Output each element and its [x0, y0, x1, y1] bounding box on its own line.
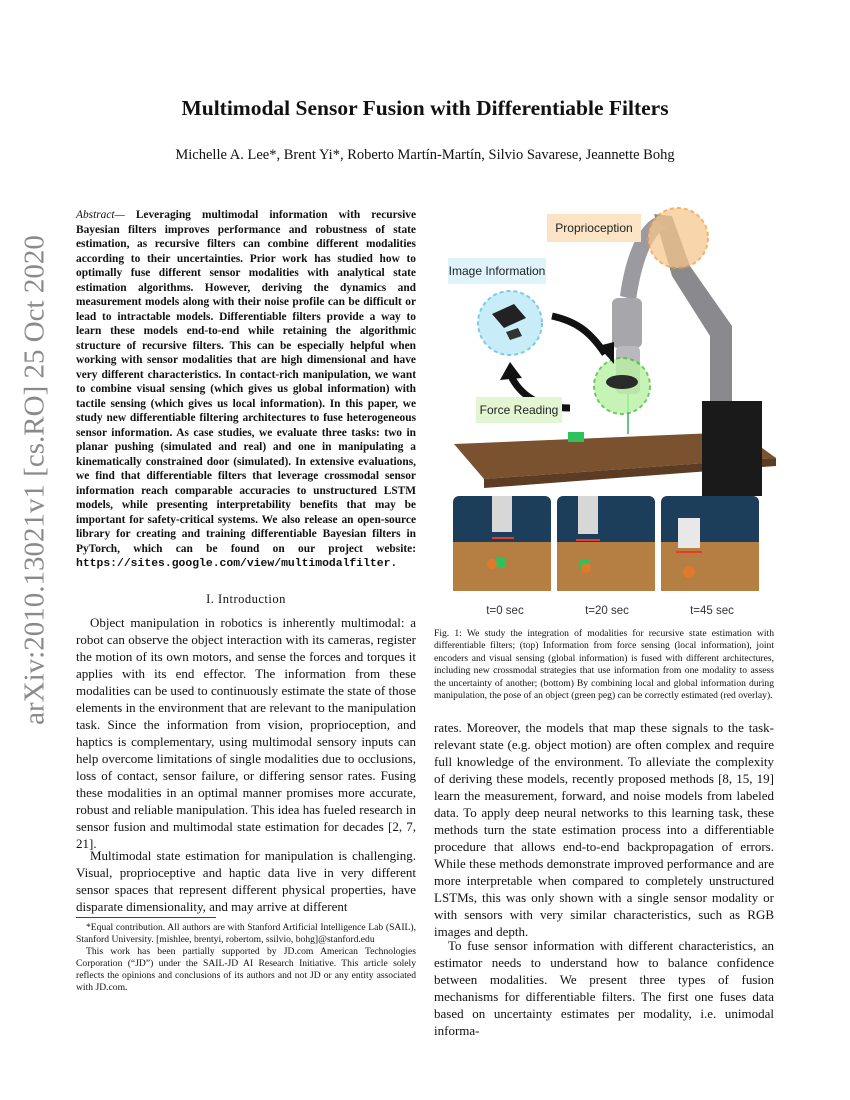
frame-time-45: [677, 601, 747, 619]
intro-paragraph-1: Object manipulation in robotics is inherently multimodal: a robot can observe the object interaction with its cameras, register the motion of its own motors, and sense the forces and torques it applies with its end effector. The information from these modalities can be used to continuously estimate the state of those elements in the environment that are relevant to the manipulation task. Since the information from vision, proprioception, and haptics is complementary, using multimodal sensory inputs can help overcome limitations of single modalities due to occlusions, loss of contact, sensor failure, or differing sensor rates. Fusing these modalities in an optimal manner promises more accurate, robust and reliable manipulation. This idea has fueled research in sensor fusion and multimodal state estimation for decades [2, 7, 21].: [76, 615, 416, 851]
frame-t20-table: [557, 542, 655, 591]
frame-t45-object: [683, 566, 695, 578]
proprioception-highlight: [648, 208, 708, 268]
intro-paragraph-2: Multimodal state estimation for manipulation is challenging. Visual, proprioceptive and haptic data live in very different sensor spaces that represent different physical properties, have disparate dimensionality, and may arrive at different: [76, 848, 416, 914]
frame-t0-object: [487, 559, 497, 569]
robot-base: [702, 401, 762, 496]
arxiv-id: arXiv:2010.13021v1 [cs.RO] 25 Oct 2020: [18, 235, 51, 725]
frame-time-20: [572, 601, 642, 619]
footnote-rule: [76, 917, 216, 918]
footnotes: [76, 922, 416, 994]
force-sensor: [606, 375, 638, 389]
section-heading: I. Introduction: [206, 592, 286, 606]
arxiv-watermark: [10, 235, 60, 725]
frame-t0-peg: [496, 558, 506, 568]
frame-time-20-label: t=20 sec: [585, 605, 629, 617]
author-list: Michelle A. Lee*, Brent Yi*, Roberto Martín-Martín, Silvio Savarese, Jeannette Bohg: [175, 147, 675, 163]
footnote-funding: This work has been partially supported by JD.com American Technologies Corporation (“JD”) under the SAIL-JD AI Research Initiative. This article solely reflects the opinions and conclusions of its authors and not JD or any entity associated with JD.com.: [76, 946, 416, 993]
figure-1-illustration: [440, 196, 780, 591]
frame-time-0-label: t=0 sec: [486, 605, 524, 617]
figure-1: [440, 196, 780, 591]
frame-t20: [557, 496, 655, 591]
frame-t45-table: [661, 542, 759, 591]
frame-time-45-label: t=45 sec: [690, 605, 734, 617]
robot-wrist: [612, 298, 642, 348]
frame-time-0: [472, 601, 538, 619]
frame-t45-arm: [678, 518, 700, 548]
figure-caption: Fig. 1: We study the integration of modalities for recursive state estimation with differentiable filters; (top) Information from force sensing (local information), joint encoders and visual sensing (global information) is fused with different architectures, including new crossmodal strategies that use information from one modality to assess the uncertainty of another; (bottom) By combining local and global information during manipulation, the pose of an object (green peg) can be correctly estimated (red overlay).: [434, 628, 774, 702]
right-paragraph-2: To fuse sensor information with different characteristics, an estimator needs to understand how to balance confidence between modalities. We present three types of fusion mechanisms for differentiable filters. The first one fuses data based on uncertainty estimates per modality, i.e. unimodal informa-: [434, 938, 774, 1038]
frame-t45: [661, 496, 759, 591]
image-information-label: Image Information: [448, 264, 546, 278]
arrow-force-to-image-head: [500, 362, 522, 380]
frame-t0: [453, 496, 551, 591]
proprioception-label: Proprioception: [555, 221, 633, 235]
abstract-text: Leveraging multimodal information with recursive Bayesian filters improves performance and robustness of state estimation, as recursive filters can combine different modalities according to their uncertainties. Prior work has studied how to optimally fuse different sensor modalities with analytical state estimation algorithms. However, deriving the dynamics and measurement models along with their noise profile can be difficult or lead to intractable models. Differentiable filters provide a way to learn these models end-to-end while retaining the algorithmic structure of recursive filters. This can be especially helpful when working with sensor modalities that are high dimensional and have very different characteristics. In contact-rich manipulation, we want to combine visual sensing (which gives us global information) with tactile sensing (which gives us local information). In this paper, we study new differentiable filtering architectures to fuse heterogeneous sensor information. As case studies, we evaluate three tasks: two in planar pushing (simulated and real) and one in manipulating a kinematically constrained door (simulated). In extensive evaluations, we find that differentiable filters that leverage crossmodal sensor information reach comparable accuracies to unstructured LSTM models, while presenting interpretability benefits that may be important for safety-critical systems. We also release an open-source library for creating and training differentiable Bayesian filters in PyTorch, which can be found on our project website:: [76, 209, 416, 555]
green-peg: [568, 432, 584, 442]
right-paragraph-1: rates. Moreover, the models that map these signals to the task-relevant state (e.g. object motion) are often complex and require full knowledge of the environment. To alleviate the complexity of deriving these models, recently proposed methods [8, 15, 19] learn the measurement, forward, and noise models from labeled data. To apply deep neural networks to this learning task, these methods turn the state estimation process into a differentiable procedure that allows end-to-end backpropagation of errors. While these methods demonstrate improved performance and are more interpretable when compared to completely unstructured LSTMs, this was only shown with a single sensor modality or with sensors with very similar characteristics, such as RGB images and depth.: [434, 720, 774, 939]
abstract-label: Abstract—: [76, 209, 125, 221]
frame-t20-arm: [578, 496, 598, 534]
project-url[interactable]: https://sites.google.com/view/multimodalfilter.: [76, 558, 398, 570]
frame-t0-arm: [492, 496, 512, 532]
force-reading-label: Force Reading: [479, 403, 559, 417]
abstract: [76, 208, 416, 572]
footnote-contribution: *Equal contribution. All authors are with Stanford Artificial Intelligence Lab (SAIL), Stanford University. [mishlee, brentyi, robertom, ssilvio, bohg]@stanford.edu: [76, 922, 416, 945]
paper-title: Multimodal Sensor Fusion with Differentiable Filters: [181, 96, 669, 120]
frame-t20-object: [581, 563, 591, 573]
arrow-image-to-force: [552, 316, 605, 354]
